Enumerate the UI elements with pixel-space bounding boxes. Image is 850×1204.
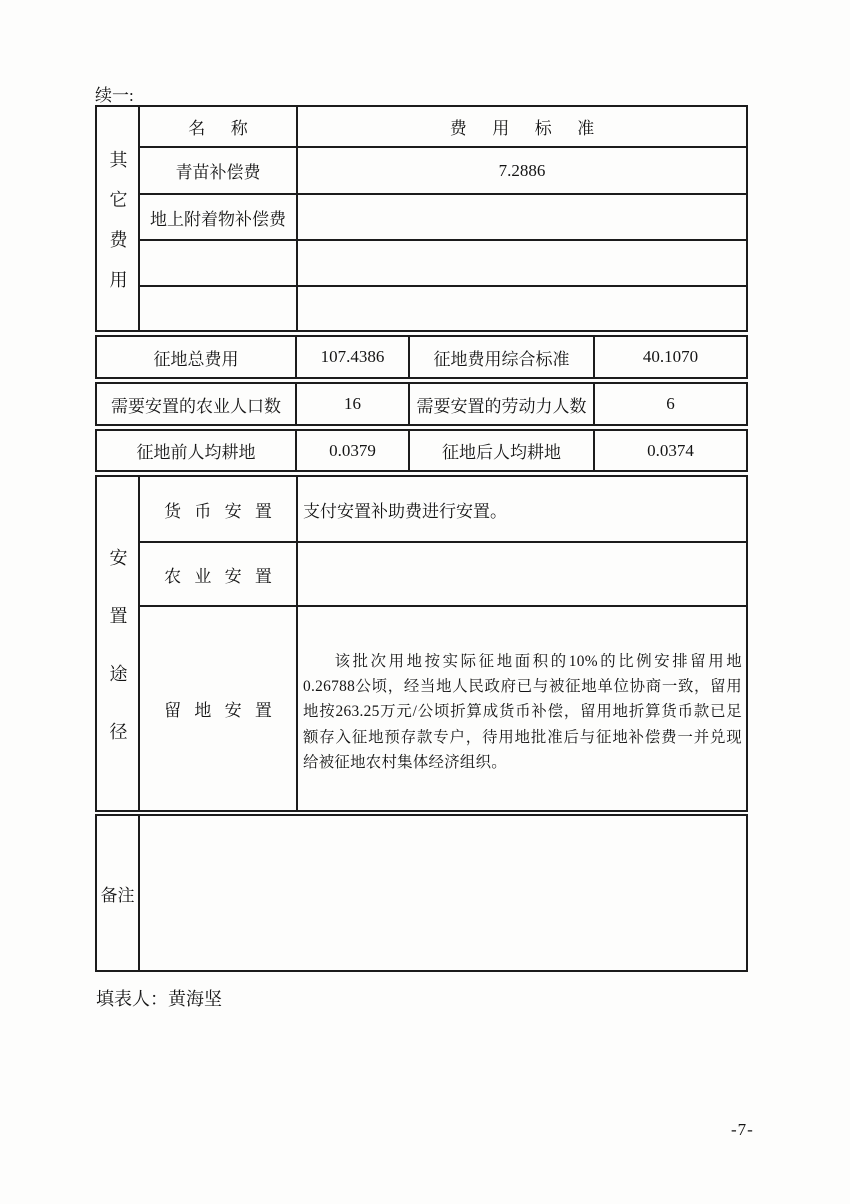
reserved-land-resettlement-label-cell	[140, 607, 298, 810]
percapita-before-label-cell	[97, 431, 297, 470]
remarks-label: 备注	[100, 885, 135, 905]
agri-population-value: 16	[344, 394, 361, 413]
percapita-before-value-cell	[297, 431, 410, 470]
fee-standard-header-cell	[298, 107, 746, 148]
percapita-after-value: 0.0374	[647, 440, 694, 460]
fee-name-header-cell	[140, 107, 298, 148]
monetary-resettlement-label-cell	[140, 477, 298, 543]
total-land-cost-label-cell	[97, 337, 297, 377]
percapita-after-value-cell	[595, 431, 746, 470]
empty-fee-name-cell	[140, 241, 298, 287]
labor-population-value: 6	[666, 394, 675, 413]
agri-population-value-cell	[297, 384, 410, 424]
comprehensive-standard-value: 40.1070	[642, 347, 699, 366]
population-row	[95, 382, 748, 426]
labor-population-label-cell	[410, 384, 595, 424]
agri-population-label-cell	[97, 384, 297, 424]
fee-standard-header: 费用标准	[449, 119, 620, 138]
attachment-compensation-name: 地上附着物补偿费	[150, 209, 286, 229]
comprehensive-standard-label-cell	[410, 337, 595, 377]
resettlement-section-label-cell	[97, 477, 140, 810]
comprehensive-standard-label: 征地费用综合标准	[433, 349, 570, 369]
total-land-cost-value-cell	[297, 337, 410, 377]
remarks-section	[95, 814, 748, 972]
agri-population-label: 需要安置的农业人口数	[111, 396, 281, 416]
agricultural-resettlement-label-cell	[140, 543, 298, 607]
total-cost-row	[95, 335, 748, 379]
monetary-resettlement-label: 货币安置	[164, 501, 286, 521]
labor-population-value-cell	[595, 384, 746, 424]
attachment-compensation-value-cell	[298, 195, 746, 241]
remarks-content-cell	[140, 816, 746, 970]
reserved-land-resettlement-desc: 该批次用地按实际征地面积的10%的比例安排留用地0.26788公顷，经当地人民政府已与被征地单位协商一致，留用地按263.25万元/公顷折算成货币补偿，留用地折算货币款已足额存入征地预存款专户，待用地批准后与征地补偿费一并兑现给被征地农村集体经济组织。	[303, 653, 742, 771]
resettlement-section-label: 安置途径	[107, 547, 128, 780]
monetary-resettlement-desc: 支付安置补助费进行安置。	[303, 501, 507, 521]
empty-fee-value-cell	[298, 241, 746, 287]
attachment-compensation-name-cell	[140, 195, 298, 241]
crop-compensation-value-cell	[298, 148, 746, 195]
other-fees-section	[95, 105, 748, 332]
page-number: -7-	[731, 1120, 754, 1139]
agricultural-resettlement-desc-cell	[298, 543, 746, 607]
empty-fee-name-cell	[140, 287, 298, 330]
crop-compensation-name: 青苗补偿费	[175, 163, 261, 182]
other-fees-section-label-cell	[97, 107, 140, 330]
resettlement-section	[95, 475, 748, 812]
crop-compensation-name-cell	[140, 148, 298, 195]
total-land-cost-label: 征地总费用	[153, 349, 239, 369]
labor-population-label: 需要安置的劳动力人数	[416, 396, 587, 416]
total-land-cost-value: 107.4386	[320, 347, 385, 366]
remarks-label-cell	[97, 816, 140, 970]
continuation-label: 续一:	[95, 86, 134, 105]
reserved-land-resettlement-label: 留地安置	[164, 701, 286, 720]
crop-compensation-value: 7.2886	[498, 160, 546, 180]
percapita-after-label-cell	[410, 431, 595, 470]
monetary-resettlement-desc-cell	[298, 477, 746, 543]
agricultural-resettlement-label: 农业安置	[164, 566, 286, 586]
percapita-before-value: 0.0379	[329, 440, 376, 460]
other-fees-section-label: 其它费用	[107, 149, 128, 310]
form-filler: 填表人：黄海坚	[96, 989, 222, 1009]
percapita-row	[95, 429, 748, 472]
percapita-after-label: 征地后人均耕地	[442, 443, 561, 462]
comprehensive-standard-value-cell	[595, 337, 746, 377]
fee-name-header: 名称	[188, 119, 274, 138]
empty-fee-value-cell	[298, 287, 746, 330]
percapita-before-label: 征地前人均耕地	[136, 443, 256, 462]
